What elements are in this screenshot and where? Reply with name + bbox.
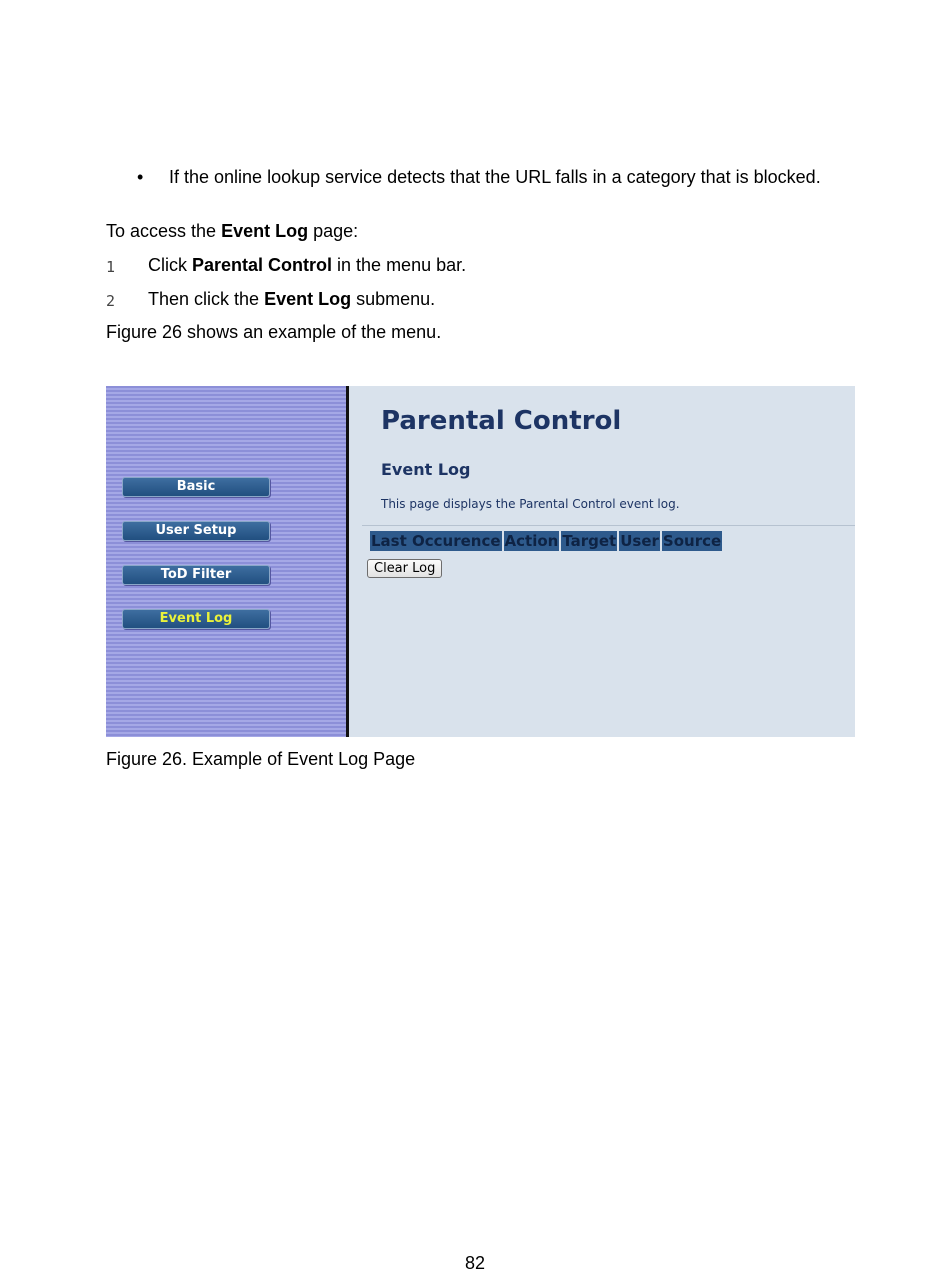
column-header-last-occurence[interactable]: Last Occurence (371, 532, 501, 550)
column-header-action[interactable]: Action (504, 532, 559, 550)
step-text (148, 254, 466, 276)
step-text (148, 288, 435, 310)
column-header-source[interactable]: Source (662, 532, 722, 550)
figure-page-subtitle: Event Log (381, 460, 471, 479)
figure-page-title: Parental Control (381, 406, 622, 436)
intro-bold: Event Log (221, 221, 309, 241)
nav-event-log-button[interactable]: Event Log (122, 609, 270, 629)
bullet-icon: • (137, 167, 144, 187)
nav-basic-button[interactable]: Basic (122, 477, 270, 497)
event-log-table (368, 531, 724, 551)
intro-prefix: To access the (106, 221, 222, 241)
step-bold: Event Log (264, 289, 352, 309)
step-number: 1 (106, 258, 116, 276)
clear-log-button[interactable]: Clear Log (367, 559, 442, 578)
step-prefix: Then click the (148, 289, 265, 309)
step-number: 2 (106, 292, 116, 310)
step-prefix: Click (148, 255, 192, 275)
figure-reference: Figure 26 shows an example of the menu. (106, 322, 442, 342)
figure-page-description: This page displays the Parental Control event log. (381, 497, 680, 511)
intro-paragraph (106, 220, 358, 242)
figure-sidebar (106, 386, 349, 737)
nav-user-setup-button[interactable]: User Setup (122, 521, 270, 541)
column-header-target[interactable]: Target (562, 532, 617, 550)
step-bold: Parental Control (192, 255, 333, 275)
figure-caption: Figure 26. Example of Event Log Page (106, 749, 416, 769)
page-number: 82 (464, 1253, 486, 1273)
step-suffix: in the menu bar. (332, 255, 467, 275)
divider (362, 525, 855, 526)
step-suffix: submenu. (351, 289, 436, 309)
bullet-text: If the online lookup service detects that the URL falls in a category that is blocked. (169, 167, 821, 187)
event-log-figure (106, 386, 855, 737)
nav-tod-filter-button[interactable]: ToD Filter (122, 565, 270, 585)
column-header-user[interactable]: User (620, 532, 659, 550)
intro-suffix: page: (308, 221, 359, 241)
table-header-row (370, 531, 722, 551)
